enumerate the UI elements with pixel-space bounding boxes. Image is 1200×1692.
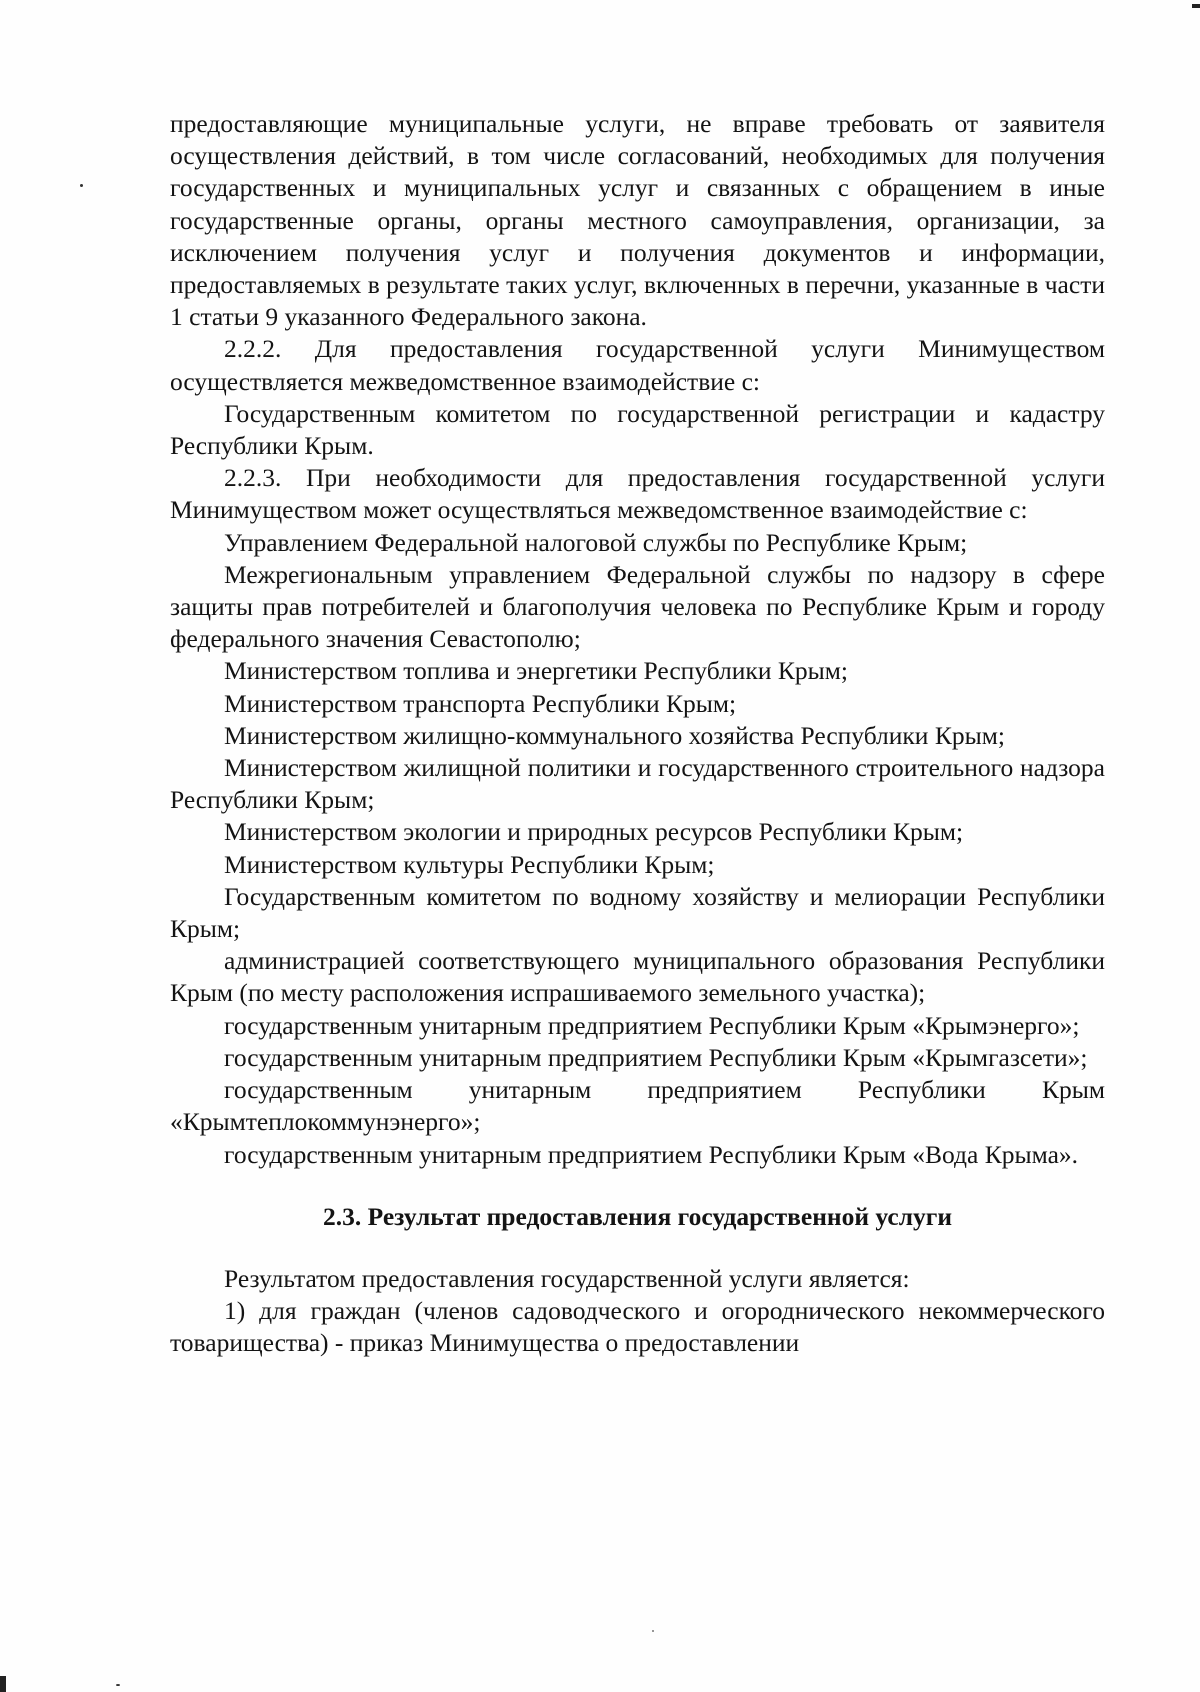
scan-speck xyxy=(652,1630,654,1632)
list-item-agency: Министерством транспорта Республики Крым; xyxy=(224,688,737,718)
list-item-enterprise: государственным унитарным предприятием Республики Крым «Крымэнерго»; xyxy=(224,1010,1080,1040)
list-item-enterprise: государственным унитарным предприятием Республики Крым «Вода Крыма». xyxy=(224,1139,1079,1169)
scan-mark xyxy=(0,1676,6,1692)
list-item-agency: Министерством жилищно-коммунального хозяйства Республики Крым; xyxy=(224,720,1005,750)
paragraph-2-2-2: 2.2.2. Для предоставления государственной услуги Минимуществом осуществляется межведомственное взаимодействие с: xyxy=(170,334,1105,396)
paragraph-result-item-1: 1) для граждан (членов садоводческого и огороднического некоммерческого товарищества) - приказ Минимущества о предоставлении xyxy=(170,1296,1105,1358)
scan-speck xyxy=(80,184,83,187)
document-body xyxy=(170,108,1105,1360)
list-item-enterprise: государственным унитарным предприятием Республики Крым «Крымтеплокоммунэнерго»; xyxy=(170,1075,1105,1137)
list-item-agency: Министерством жилищной политики и государственного строительного надзора Республики Крым; xyxy=(170,753,1105,815)
paragraph-result: Результатом предоставления государственной услуги является: xyxy=(224,1263,910,1293)
list-item-agency: администрацией соответствующего муниципального образования Республики Крым (по месту расположения испрашиваемого земельного участка); xyxy=(170,946,1105,1008)
list-item-agency: Государственным комитетом по государственной регистрации и кадастру Республики Крым. xyxy=(170,398,1105,461)
list-item-agency: Министерством культуры Республики Крым; xyxy=(224,849,715,879)
paragraph-2-2-3: 2.2.3. При необходимости для предоставления государственной услуги Минимуществом может осуществляться межведомственное взаимодействие с: xyxy=(170,463,1105,525)
scan-speck xyxy=(116,1684,120,1686)
scan-mark xyxy=(1192,4,1200,8)
section-heading: 2.3. Результат предоставления государственной услуги xyxy=(322,1201,953,1231)
list-item-enterprise: государственным унитарным предприятием Республики Крым «Крымгазсети»; xyxy=(224,1042,1088,1072)
list-item-agency: Министерством топлива и энергетики Республики Крым; xyxy=(224,656,848,686)
paragraph-continuation: предоставляющие муниципальные услуги, не вправе требовать от заявителя осуществления действий, в том числе согласований, необходимых для получения государственных и муниципальных услуг и связанных с обращением в иные государственные органы, органы местного самоуправления, организации, за исключением получения услуг и получения документов и информации, предоставляемых в результате таких услуг, включенных в перечни, указанные в части 1 статьи 9 указанного Федерального закона. xyxy=(170,109,1105,332)
list-item-agency: Межрегиональным управлением Федеральной службы по надзору в сфере защиты прав потребителей и благополучия человека по Республике Крым и городу федерального значения Севастополю; xyxy=(170,559,1105,654)
list-item-agency: Управлением Федеральной налоговой службы по Республике Крым; xyxy=(224,527,968,557)
list-item-agency: Государственным комитетом по водному хозяйству и мелиорации Республики Крым; xyxy=(170,881,1105,944)
list-item-agency: Министерством экологии и природных ресурсов Республики Крым; xyxy=(224,817,964,847)
